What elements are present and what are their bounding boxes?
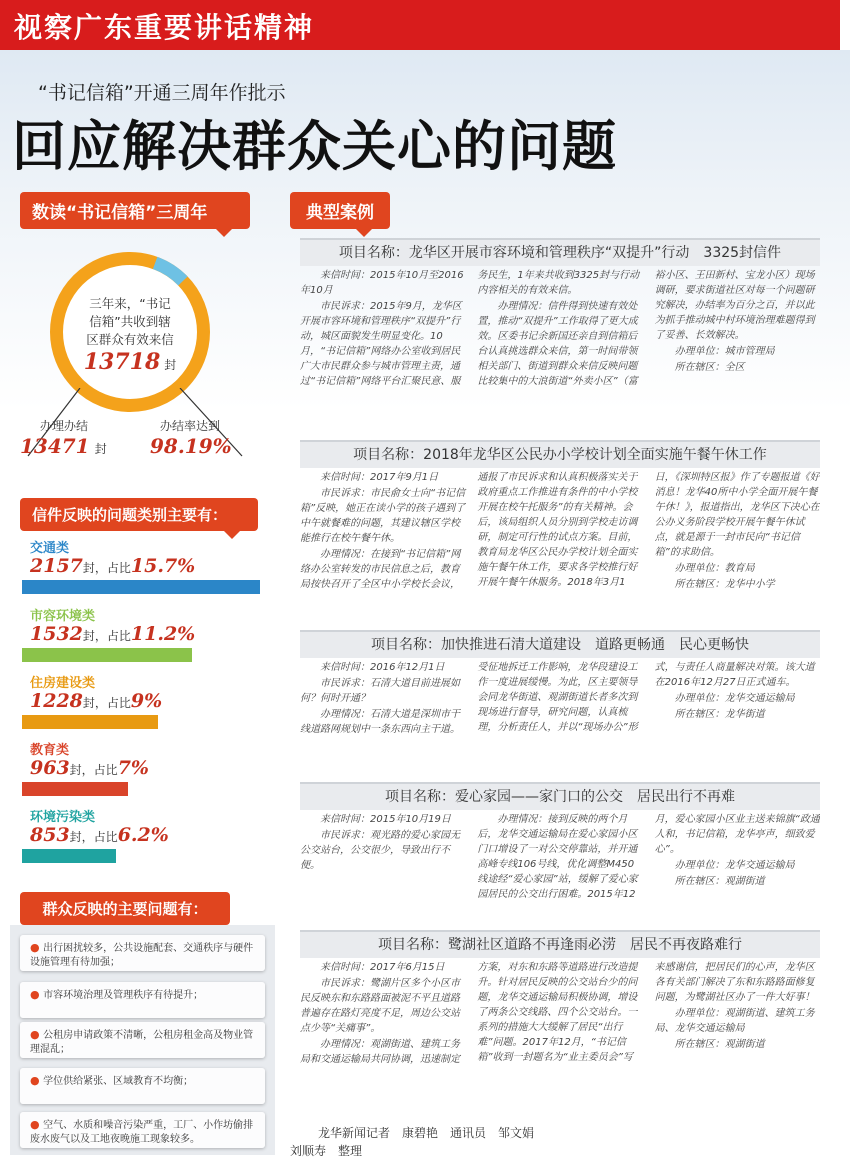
bullet-icon: ● (30, 941, 44, 954)
category-percent: 11.2% (130, 623, 196, 645)
issue-text: 市容环境治理及管理秩序有待提升； (43, 990, 204, 1001)
handled-value: 13471 (20, 434, 90, 458)
case-paragraph: 来信时间：2015年10月至2016年10月 (300, 270, 464, 296)
handled-unit: 封 (94, 442, 107, 456)
category-bar (22, 648, 192, 662)
credits-editor: 刘顺寿 整理 (290, 1144, 363, 1158)
page-title: 回应解决群众关心的问题 (12, 114, 617, 178)
case-paragraph: 市民诉求：观光路的爱心家园无公交站台，公交很少，导致出行不便。 (300, 830, 460, 871)
case-title: 项目名称：加快推进石清大道建设 道路更畅通 民心更畅快 (300, 630, 820, 658)
case-title: 项目名称：龙华区开展市容环境和管理秩序“双提升”行动 3325封信件 (300, 238, 820, 266)
handled-stat (20, 434, 107, 458)
case-paragraph: 所在辖区：观湖街道 (674, 1039, 765, 1050)
category-count-label: 封，占比 (82, 561, 131, 575)
issue-item (20, 982, 265, 1018)
handled-label: 办理办结 (40, 419, 89, 433)
case-paragraph: 来信时间：2016年12月1日 (320, 662, 445, 673)
ring-caption (63, 295, 197, 374)
issue-text: 空气、水质和噪音污染严重，工厂、小作坊偷排废水废气以及工地夜晚施工现象较多。 (30, 1120, 254, 1145)
categories-section-title: 信件反映的问题类别主要有： (20, 498, 258, 531)
case-paragraph: 来信时间：2017年6月15日 (320, 962, 445, 973)
issue-item (20, 1112, 265, 1148)
category-count: 1228 (30, 690, 83, 712)
case-paragraph: 办理情况：观湖街道、建筑工务局和交通运输局共同协调，迅速制定方案，对东和东路等道路进行改造提升。针对居民反映的公交站台少的问题，龙华交通运输局积极协调，增设了两条公交线路、四个公交站台。一系列的措施大大缓解了居民“出行难”问题。2017年12月，“书记信箱”收到一封题名为“业主委员会”写来感谢信，把居民们的心声，龙华区各有关部门解决了东和东路路面修复问题，为鹭湖社区办了一件大好事！ (300, 962, 815, 1065)
category-percent: 7% (117, 757, 149, 779)
category-value (30, 690, 162, 712)
credits-reporters: 龙华新闻记者 康碧艳 通讯员 邹文娟 (318, 1126, 535, 1140)
rate-label: 办结率达到 (160, 419, 221, 433)
case-paragraph: 所在辖区：观湖街道 (674, 876, 765, 887)
issue-text: 公租房申请政策不清晰，公租房租金高及物业管理混乱； (30, 1030, 254, 1055)
case-body (300, 660, 820, 770)
case-paragraph: 市民诉求：石清大道目前进展如何？何时开通？ (300, 678, 460, 704)
case-paragraph: 所在辖区：龙华街道 (674, 709, 765, 720)
category-percent: 9% (130, 690, 163, 712)
banner-title: 视察广东重要讲话精神 (0, 0, 840, 50)
case-paragraph: 办理单位：城市管理局 (674, 346, 775, 357)
ring-description: 三年来，“书记信箱”共收到辖区群众有效来信 (86, 296, 174, 347)
case-title: 项目名称：鹭湖社区道路不再逢雨必涝 居民不再夜路难行 (300, 930, 820, 958)
total-letters-unit: 封 (164, 358, 177, 372)
cases-section-title: 典型案例 (290, 192, 390, 229)
case-paragraph: 办理单位：观湖街道、建筑工务局、龙华交通运输局 (654, 1008, 815, 1034)
case-paragraph: 办理情况：石清大道是深圳市干线道路网规划中一条东西向主干道。受征地拆迁工作影响，龙华段建设工作一度进展缓慢。为此，区主要领导会同龙华街道、观湖街道长者多次到现场进行督导，研究问题，认真梳理，分析责任人，并以“现场办公”形式，与责任人商量解决对策。该大道在2016年12月27日正式通车。 (300, 662, 815, 735)
issue-item (20, 1022, 265, 1058)
category-count: 2157 (30, 555, 83, 577)
case-title: 项目名称：2018年龙华区公民办小学校计划全面实施午餐午休工作 (300, 440, 820, 468)
category-count-label: 封，占比 (82, 696, 131, 710)
category-name: 交通类 (30, 541, 70, 556)
category-bar (22, 580, 260, 594)
bullet-icon: ● (30, 1074, 44, 1087)
subtitle: “书记信箱”开通三周年作批示 (38, 82, 286, 104)
case-paragraph: 所在辖区：龙华中小学 (674, 579, 775, 590)
case-body (300, 268, 820, 418)
case-paragraph: 市民诉求：市民俞女士向“书记信箱”反映，她正在读小学的孩子遇到了中午就餐难的问题，其建议辖区学校能推行在校午餐午休。 (300, 488, 466, 544)
issue-text: 出行困扰较多，公共设施配套、交通秩序与硬件设施管理有待加强； (30, 943, 254, 968)
category-count: 853 (30, 824, 70, 846)
category-bar (22, 715, 158, 729)
case-paragraph: 办理情况：接到反映的两个月后，龙华交通运输局在爱心家园小区门口增设了一对公交停靠站，并开通高峰专线106号线，优化调整M450线途经“爱心家园”站，缓解了爱心家园居民的公交出行困难。2015年12月，爱心家园小区业主送来锦旗“政通人和，书记信箱，龙华亭声，细致爱心”。 (477, 814, 820, 900)
issue-item (20, 1068, 265, 1104)
case-body (300, 960, 820, 1110)
case-paragraph: 来信时间：2015年10月19日 (320, 814, 451, 825)
category-percent: 6.2% (117, 824, 169, 846)
category-name: 住房建设类 (30, 676, 96, 691)
category-name: 教育类 (30, 743, 70, 758)
issue-text: 学位供给紧张、区域教育不均衡； (43, 1076, 194, 1087)
category-name: 市容环境类 (30, 609, 96, 624)
bullet-icon: ● (30, 988, 44, 1001)
case-paragraph: 所在辖区：全区 (674, 362, 745, 373)
category-value (30, 623, 195, 645)
rate-value: 98.19% (150, 434, 232, 458)
case-body (300, 470, 820, 610)
category-count: 1532 (30, 623, 83, 645)
case-paragraph: 办理单位：教育局 (674, 563, 755, 574)
bullet-icon: ● (30, 1118, 44, 1131)
stats-section-title: 数读“书记信箱”三周年 (20, 192, 250, 229)
category-bar (22, 782, 128, 796)
case-paragraph: 办理单位：龙华交通运输局 (674, 860, 795, 871)
category-value (30, 824, 169, 846)
category-count: 963 (30, 757, 70, 779)
category-value (30, 757, 149, 779)
case-paragraph: 办理情况：信件得到快速有效处置，推动“双提升”工作取得了更大成效。区委书记余新国还亲自到信箱后台认真挑选群众来信，第一时间带领相关部门、街道到群众来信反映问题比较集中的大浪街道“外卖小区”（富裕小区、王田新村、宝龙小区）现场调研，要求街道社区对每一个问题研究解决，办结率为百分之百，并以此为抓手推动城中村环境治理难题得到了妥善、长效解决。 (477, 270, 815, 387)
case-paragraph: 办理单位：龙华交通运输局 (674, 693, 795, 704)
issue-item (20, 935, 265, 971)
case-paragraph: 市民诉求：鹭湖片区多个小区市民反映东和东路路面被泥不平且道路普遍存在路灯亮度不足，周边公交站点少等“关痛事”。 (300, 978, 460, 1034)
case-body (300, 812, 820, 912)
bullet-icon: ● (30, 1028, 44, 1041)
case-paragraph: 来信时间：2017年9月1日 (320, 472, 439, 483)
category-count-label: 封，占比 (69, 763, 118, 777)
category-bar (22, 849, 116, 863)
issues-section-title: 群众反映的主要问题有： (20, 892, 230, 925)
category-count-label: 封，占比 (82, 629, 131, 643)
category-value (30, 555, 195, 577)
case-title: 项目名称：爱心家园——家门口的公交 居民出行不再难 (300, 782, 820, 810)
total-letters-value: 13718 (83, 349, 161, 375)
category-name: 环境污染类 (30, 810, 96, 825)
category-percent: 15.7% (130, 555, 196, 577)
case-paragraph: 市民诉求：2015年9月，龙华区开展市容环境和管理秩序“双提升”行动，城区面貌发生明显变化。10月，“书记信箱”网络办公室收到居民广大市民群众参与城市管理主责，通过“书记信箱”网络平台汇聚民意、服务民生，1年来共收到3325封与行动内容相关的有效来信。 (300, 270, 640, 387)
category-count-label: 封，占比 (69, 830, 118, 844)
case-paragraph: 办理情况：在接到“书记信箱”网络办公室转发的市民信息之后，教育局按快召开了全区中小学校长会议，通报了市民诉求和认真积极落实关于政府重点工作推进有条件的中小学校开展在校午托服务”的有关精神。会后，该局组织人员分别到学校走访调研，制定可行性的试点方案。目前，教育局龙华区公民办学校计划全面实施午餐午休工作，要求各学校推行好开展午餐午休服务。2018年3月1日，《深圳特区报》作了专题报道《好消息！龙华40所中小学全面开展午餐午休！》，报道指出，龙华区下决心在公办义务阶段学校开展午餐午休试点，就是源于一封市民向“书记信箱”的求助信。 (300, 472, 820, 590)
